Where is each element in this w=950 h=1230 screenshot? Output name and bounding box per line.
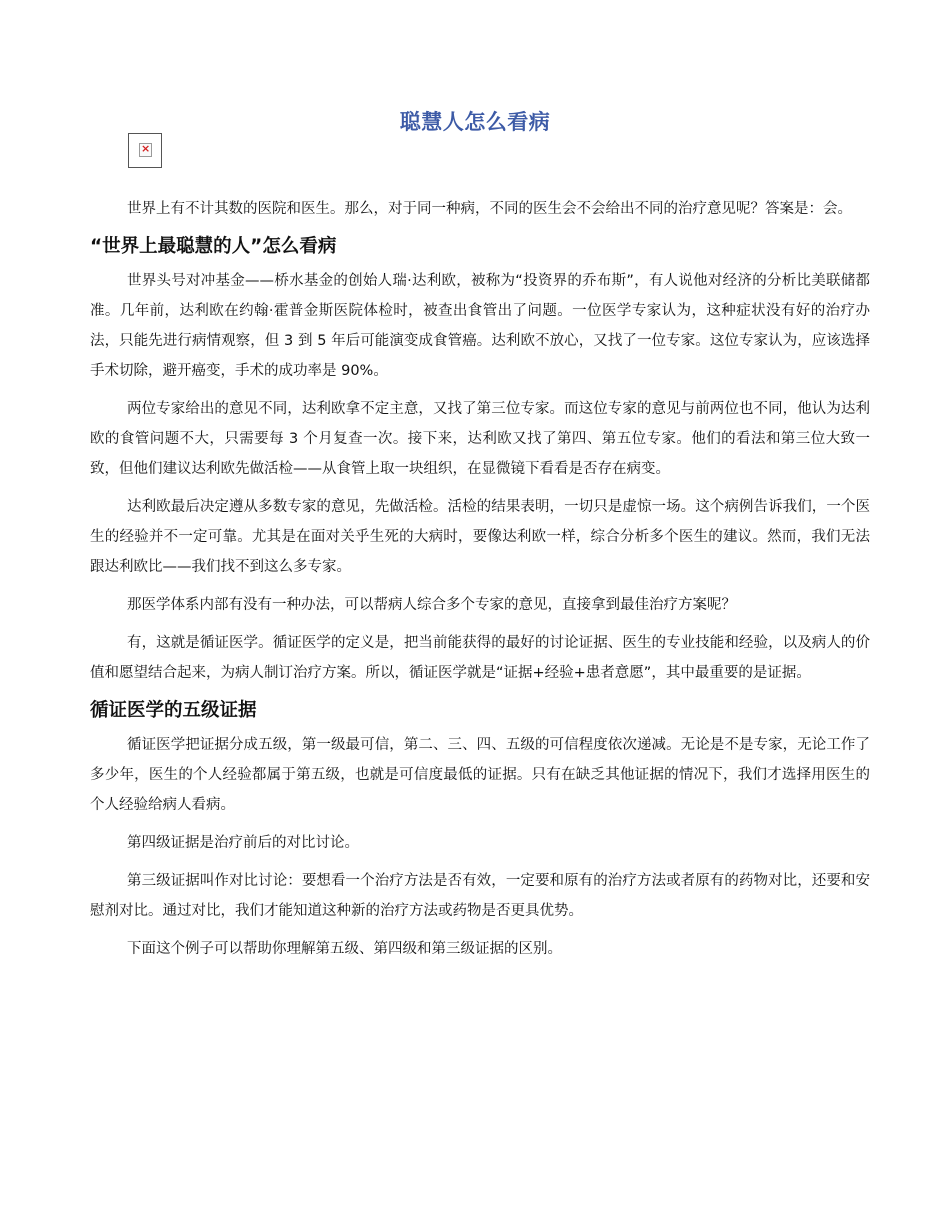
paragraph-dalio-background: 世界头号对冲基金——桥水基金的创始人瑞·达利欧，被称为“投资界的乔布斯”，有人说他对经济的分析比美联储都准。几年前，达利欧在约翰·霍普金斯医院体检时，被查出食管出了问题。一位医学专家认为，这种症状没有好的治疗办法，只能先进行病情观察，但 3 到 5 年后可能演变成食管癌。达利欧不放心，又找了一位专家。这位专家认为，应该选择手术切除，避开癌变，手术的成功率是 90%。: [90, 273, 870, 379]
paragraph-intro: 世界上有不计其数的医院和医生。那么，对于同一种病，不同的医生会不会给出不同的治疗意见呢？答案是：会。: [127, 201, 852, 217]
paragraph-question: 那医学体系内部有没有一种办法，可以帮病人综合多个专家的意见，直接拿到最佳治疗方案呢？: [127, 597, 736, 613]
paragraph-five-levels: 循证医学把证据分成五级，第一级最可信，第二、三、四、五级的可信程度依次递减。无论是不是专家，无论工作了多少年，医生的个人经验都属于第五级，也就是可信度最低的证据。只有在缺乏其他证据的情况下，我们才选择用医生的个人经验给病人看病。: [90, 737, 870, 813]
paragraph-evidence-based-definition: 有，这就是循证医学。循证医学的定义是，把当前能获得的最好的讨论证据、医生的专业技能和经验，以及病人的价值和愿望结合起来，为病人制订治疗方案。所以，循证医学就是“证据+经验+患者意愿”，其中最重要的是证据。: [90, 635, 870, 681]
broken-image-frame: ×: [141, 142, 151, 155]
paragraph-dalio-decision: 达利欧最后决定遵从多数专家的意见，先做活检。活检的结果表明，一切只是虚惊一场。这个病例告诉我们，一个医生的经验并不一定可靠。尤其是在面对关乎生死的大病时，要像达利欧一样，综合分析多个医生的建议。然而，我们无法跟达利欧比——我们找不到这么多专家。: [90, 499, 870, 575]
paragraph-level-three: 第三级证据叫作对比讨论：要想看一个治疗方法是否有效，一定要和原有的治疗方法或者原有的药物对比，还要和安慰剂对比。通过对比，我们才能知道这种新的治疗方法或药物是否更具优势。: [90, 873, 870, 919]
paragraph-level-four: 第四级证据是治疗前后的对比讨论。: [127, 835, 359, 851]
paragraph-dalio-experts: 两位专家给出的意见不同，达利欧拿不定主意，又找了第三位专家。而这位专家的意见与前两位也不同，他认为达利欧的食管问题不大，只需要每 3 个月复查一次。接下来，达利欧又找了第四、第五位专家。他们的看法和第三位大致一致，但他们建议达利欧先做活检——从食管上取一块组织，在显微镜下看看是否存在病变。: [90, 401, 870, 477]
document-title: 聪慧人怎么看病: [399, 110, 551, 134]
article-body: [90, 194, 870, 972]
paragraph-example-intro: 下面这个例子可以帮助你理解第五级、第四级和第三级证据的区别。: [127, 941, 562, 957]
broken-image-icon: [128, 133, 162, 168]
section-heading-five-levels: 循证医学的五级证据: [90, 700, 257, 721]
section-heading-smartest-person: “世界上最聪慧的人”怎么看病: [90, 236, 337, 257]
